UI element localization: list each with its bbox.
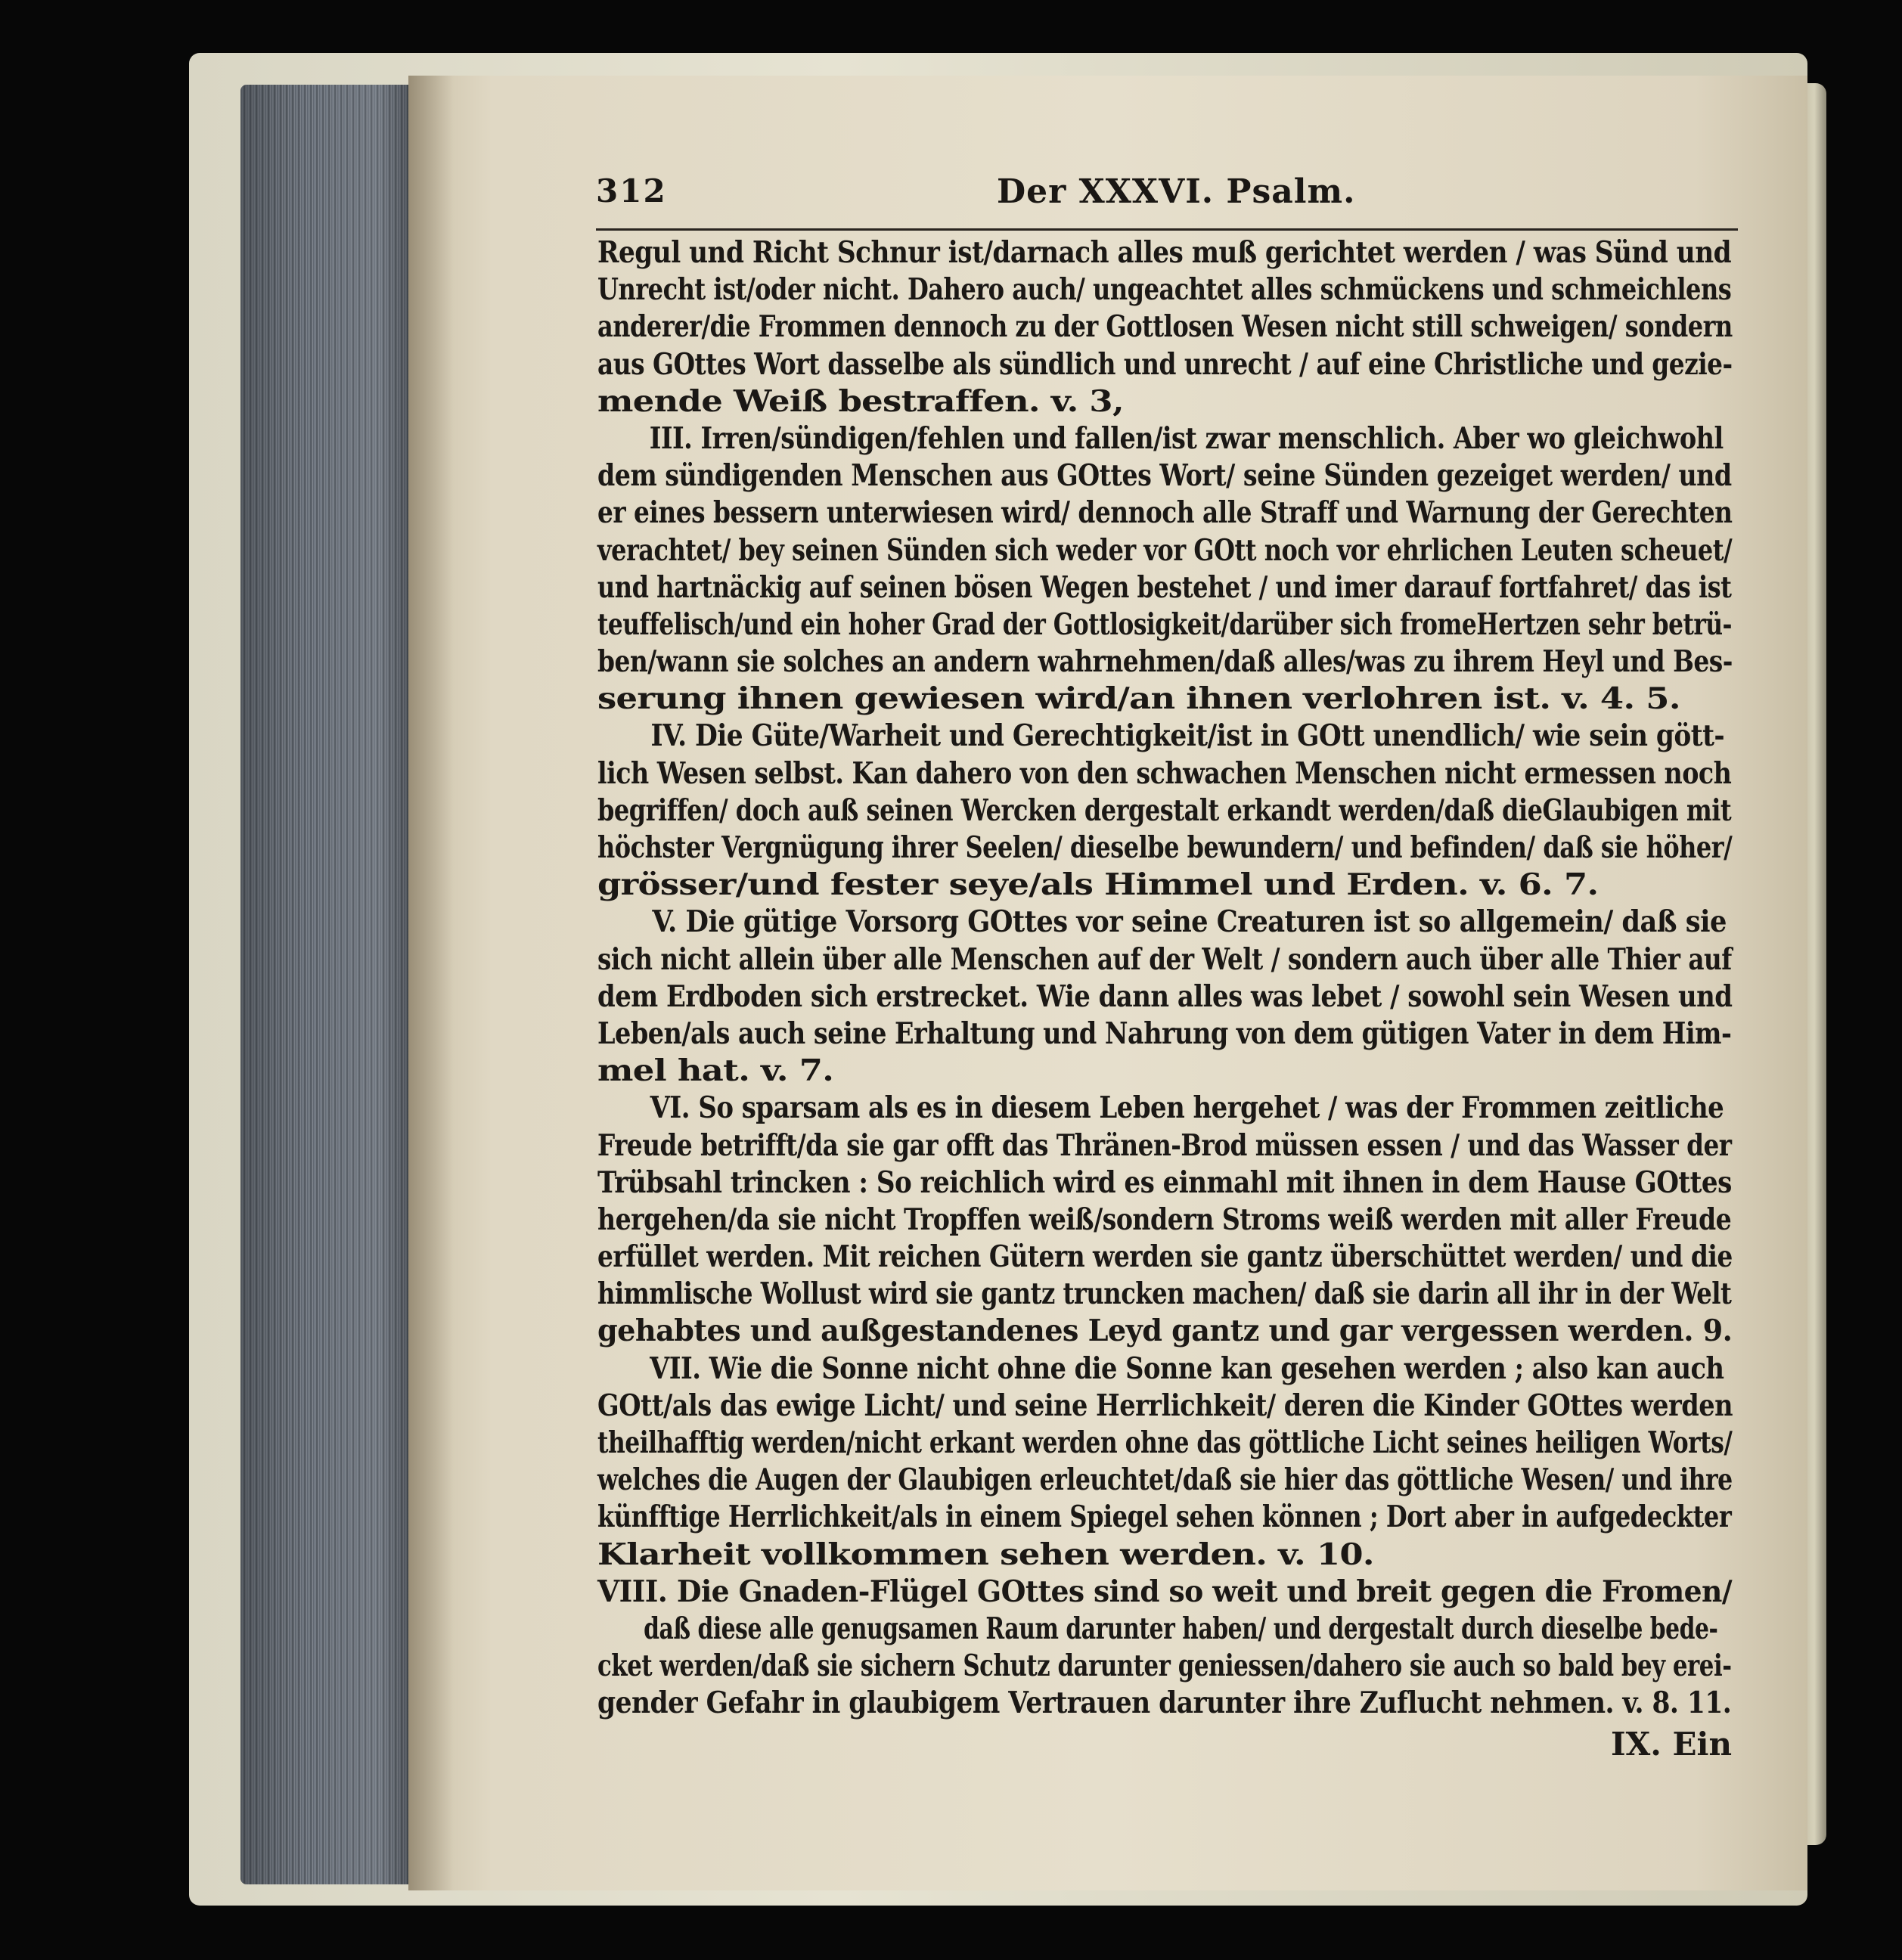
text-line: hergehen/da sie nicht Tropffen weiß/sondern Stroms weiß werden mit aller Freude [597, 1202, 1732, 1237]
text-line: verachtet/ bey seinen Sünden sich weder vor GOtt noch vor ehrlichen Leuten scheuet/ [597, 532, 1733, 568]
text-line: dem Erdboden sich erstrecket. Wie dann alles was lebet / sowohl sein Wesen und [597, 978, 1733, 1014]
text-block [597, 234, 1732, 1723]
text-line: VII. Wie die Sonne nicht ohne die Sonne kan gesehen werden ; also kan auch [650, 1351, 1724, 1386]
text-line: gehabtes und außgestandenes Leyd gantz und gar vergessen werden. 9. [597, 1313, 1733, 1349]
running-head: Der XXXVI. Psalm. [997, 172, 1356, 211]
text-line: begriffen/ doch auß seinen Wercken dergestalt erkandt werden/daß dieGlaubigen mit [597, 792, 1732, 828]
page-header [596, 172, 1738, 218]
gutter-shadow [408, 76, 454, 1890]
text-line: himmlische Wollust wird sie gantz truncken machen/ daß sie darin all ihr in der Welt [597, 1276, 1732, 1312]
page-edges-shade [240, 85, 413, 1884]
header-rule [596, 228, 1738, 231]
text-line: Trübsahl trincken : So reichlich wird es einmahl mit ihnen in dem Hause GOttes [597, 1165, 1732, 1200]
text-line: daß diese alle genugsamen Raum darunter haben/ und dergestalt durch dieselbe bede- [644, 1611, 1718, 1646]
text-line: Leben/als auch seine Erhaltung und Nahrung von dem gütigen Vater in dem Him- [597, 1016, 1732, 1051]
text-line: lich Wesen selbst. Kan dahero von den schwachen Menschen nicht ermessen noch [597, 755, 1732, 791]
text-line: sich nicht allein über alle Menschen auf der Welt / sondern auch über alle Thier auf [597, 941, 1732, 977]
text-line: VI. So sparsam als es in diesem Leben hergehet / was der Frommen zeitliche [650, 1090, 1724, 1126]
text-line: erfüllet werden. Mit reichen Gütern werden sie gantz überschüttet werden/ und die [597, 1239, 1733, 1275]
text-line: und hartnäckig auf seinen bösen Wegen bestehet / und imer darauf fortfahret/ das ist [597, 569, 1732, 605]
text-line: V. Die gütige Vorsorg GOttes vor seine Creaturen ist so allgemein/ daß sie [652, 904, 1727, 940]
text-line: VIII. Die Gnaden-Flügel GOttes sind so weit und breit gegen die Fromen/ [597, 1574, 1733, 1609]
text-line: ben/wann sie solches an andern wahrnehmen/daß alles/was zu ihrem Heyl und Bes- [597, 644, 1733, 680]
text-line: III. Irren/sündigen/fehlen und fallen/ist zwar menschlich. Aber wo gleichwohl [649, 420, 1724, 456]
text-line: IV. Die Güte/Warheit und Gerechtigkeit/ist in GOtt unendlich/ wie sein gött- [650, 718, 1725, 754]
catchword: IX. Ein [1611, 1726, 1732, 1763]
text-line: Regul und Richt Schnur ist/darnach alles muß gerichtet werden / was Sünd und [597, 235, 1732, 270]
text-line: aus GOttes Wort dasselbe als sündlich und unrecht / auf eine Christliche und gezie- [597, 346, 1733, 382]
text-line: Klarheit vollkommen sehen werden. v. 10. [597, 1537, 1374, 1572]
text-line: künfftige Herrlichkeit/als in einem Spiegel sehen können ; Dort aber in aufgedeckter [597, 1499, 1732, 1535]
text-line: gender Gefahr in glaubigem Vertrauen darunter ihre Zuflucht nehmen. v. 8. 11. [597, 1686, 1732, 1721]
text-line: er eines bessern unterwiesen wird/ dennoch alle Straff und Warnung der Gerechten [597, 495, 1733, 531]
text-line: mel hat. v. 7. [597, 1053, 834, 1089]
text-line: theilhafftig werden/nicht erkant werden ohne das göttliche Licht seines heiligen Worts/ [597, 1425, 1733, 1460]
text-line: teuffelisch/und ein hoher Grad der Gottlosigkeit/darüber sich fromeHertzen sehr betrü- [597, 606, 1733, 642]
text-line: welches die Augen der Glaubigen erleuchtet/daß sie hier das göttliche Wesen/ und ihre [597, 1462, 1733, 1498]
text-line: höchster Vergnügung ihrer Seelen/ dieselbe bewundern/ und befinden/ daß sie höher/ [597, 830, 1733, 865]
page-number: 312 [596, 172, 667, 209]
text-line: serung ihnen gewiesen wird/an ihnen verlohren ist. v. 4. 5. [597, 681, 1680, 717]
text-line: cket werden/daß sie sichern Schutz darunter geniessen/dahero sie auch so bald bey erei- [597, 1648, 1732, 1684]
text-line: grösser/und fester seye/als Himmel und Erden. v. 6. 7. [597, 867, 1599, 903]
text-line: anderer/die Frommen dennoch zu der Gottlosen Wesen nicht still schweigen/ sondern [597, 309, 1733, 345]
text-line: GOtt/als das ewige Licht/ und seine Herrlichkeit/ deren die Kinder GOttes werden [597, 1388, 1733, 1423]
text-line: Freude betrifft/da sie gar offt das Thränen-Brod müssen essen / und das Wasser der [597, 1127, 1732, 1163]
text-line: mende Weiß bestraffen. v. 3, [597, 383, 1124, 419]
text-line: dem sündigenden Menschen aus GOttes Wort/ seine Sünden gezeiget werden/ und [597, 458, 1732, 494]
text-line: Unrecht ist/oder nicht. Dahero auch/ ungeachtet alles schmückens und schmeichlens [597, 272, 1732, 308]
